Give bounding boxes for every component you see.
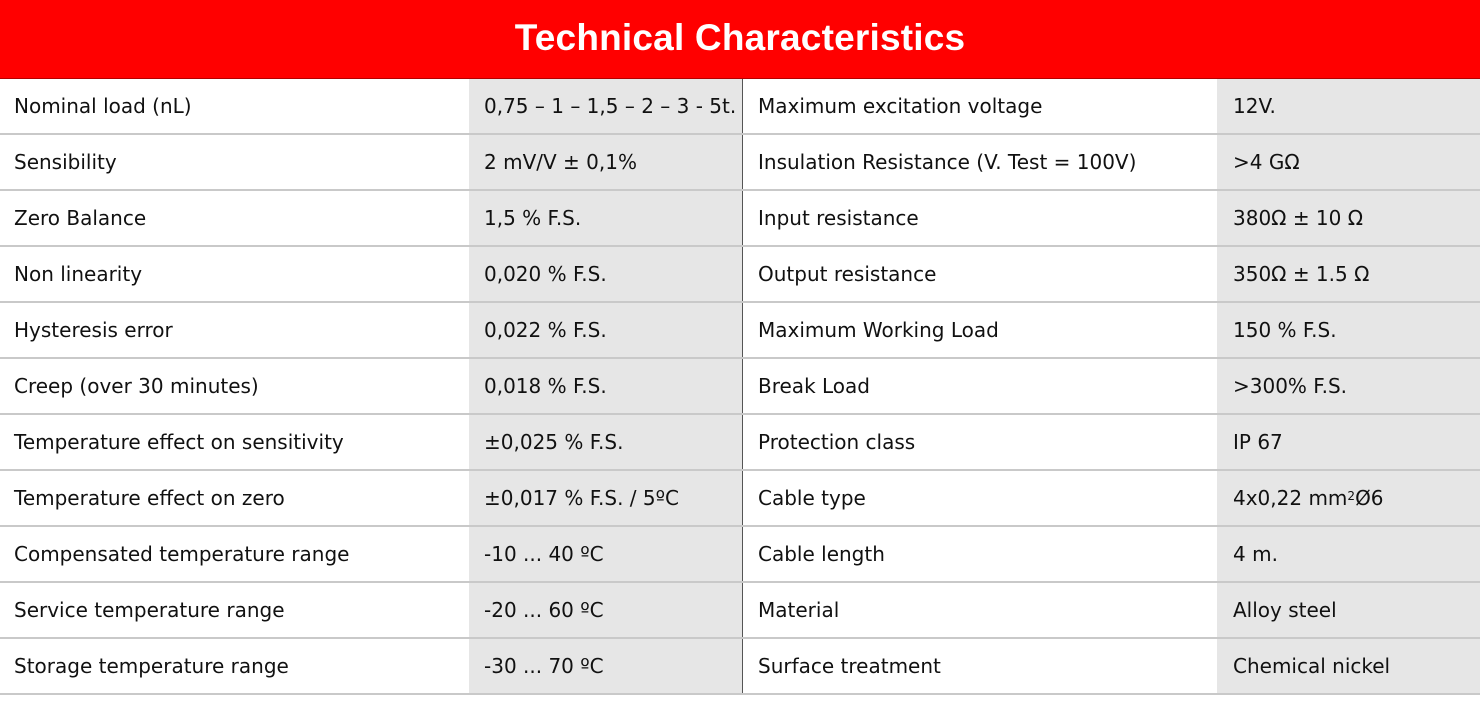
- table-row: [0, 191, 1480, 247]
- spec-value: -30 ... 70 ºC: [469, 639, 743, 693]
- spec-value: >4 GΩ: [1217, 135, 1480, 189]
- spec-value: 0,022 % F.S.: [469, 303, 743, 357]
- spec-value: -20 ... 60 ºC: [469, 583, 743, 637]
- page-title: Technical Characteristics: [514, 17, 966, 58]
- table-row: [0, 303, 1480, 359]
- spec-label: Temperature effect on sensitivity: [0, 415, 469, 469]
- spec-value: 1,5 % F.S.: [469, 191, 743, 245]
- spec-label: Cable type: [743, 471, 1217, 525]
- spec-label: Creep (over 30 minutes): [0, 359, 469, 413]
- spec-value: ±0,025 % F.S.: [469, 415, 743, 469]
- spec-label: Temperature effect on zero: [0, 471, 469, 525]
- spec-label: Zero Balance: [0, 191, 469, 245]
- table-row: [0, 247, 1480, 303]
- spec-value: 0,020 % F.S.: [469, 247, 743, 301]
- spec-value: 150 % F.S.: [1217, 303, 1480, 357]
- cable-section-text: 4x0,22 mm: [1233, 486, 1348, 510]
- spec-label: Compensated temperature range: [0, 527, 469, 581]
- spec-value: 12V.: [1217, 79, 1480, 133]
- spec-value: 350Ω ± 1.5 Ω: [1217, 247, 1480, 301]
- table-row: [0, 527, 1480, 583]
- spec-value-cable-type: 4x0,22 mm $^2$ Ø6: [1217, 471, 1480, 525]
- spec-label: Storage temperature range: [0, 639, 469, 693]
- table-row: [0, 471, 1480, 527]
- spec-value: IP 67: [1217, 415, 1480, 469]
- spec-table: [0, 79, 1480, 695]
- spec-label: Input resistance: [743, 191, 1217, 245]
- spec-value: 0,75 – 1 – 1,5 – 2 – 3 - 5t.: [469, 79, 743, 133]
- spec-label: Insulation Resistance (V. Test = 100V): [743, 135, 1217, 189]
- spec-value: >300% F.S.: [1217, 359, 1480, 413]
- spec-value: ±0,017 % F.S. / 5ºC: [469, 471, 743, 525]
- table-row: [0, 79, 1480, 135]
- spec-value: Chemical nickel: [1217, 639, 1480, 693]
- spec-label: Non linearity: [0, 247, 469, 301]
- spec-label: Surface treatment: [743, 639, 1217, 693]
- spec-label: Material: [743, 583, 1217, 637]
- spec-label: Maximum excitation voltage: [743, 79, 1217, 133]
- table-row: [0, 415, 1480, 471]
- spec-label: Nominal load (nL): [0, 79, 469, 133]
- spec-label: Cable length: [743, 527, 1217, 581]
- table-row: [0, 583, 1480, 639]
- table-row: [0, 359, 1480, 415]
- spec-value: -10 ... 40 ºC: [469, 527, 743, 581]
- spec-value: 4 m.: [1217, 527, 1480, 581]
- spec-label: Maximum Working Load: [743, 303, 1217, 357]
- cable-diameter-text: Ø6: [1355, 486, 1384, 510]
- spec-label: Hysteresis error: [0, 303, 469, 357]
- spec-label: Sensibility: [0, 135, 469, 189]
- spec-value: 2 mV/V ± 0,1%: [469, 135, 743, 189]
- spec-value: 380Ω ± 10 Ω: [1217, 191, 1480, 245]
- spec-value: 0,018 % F.S.: [469, 359, 743, 413]
- spec-label: Output resistance: [743, 247, 1217, 301]
- spec-value: Alloy steel: [1217, 583, 1480, 637]
- table-row: [0, 639, 1480, 695]
- spec-label: Service temperature range: [0, 583, 469, 637]
- title-banner: [0, 0, 1480, 79]
- table-row: [0, 135, 1480, 191]
- spec-label: Break Load: [743, 359, 1217, 413]
- spec-label: Protection class: [743, 415, 1217, 469]
